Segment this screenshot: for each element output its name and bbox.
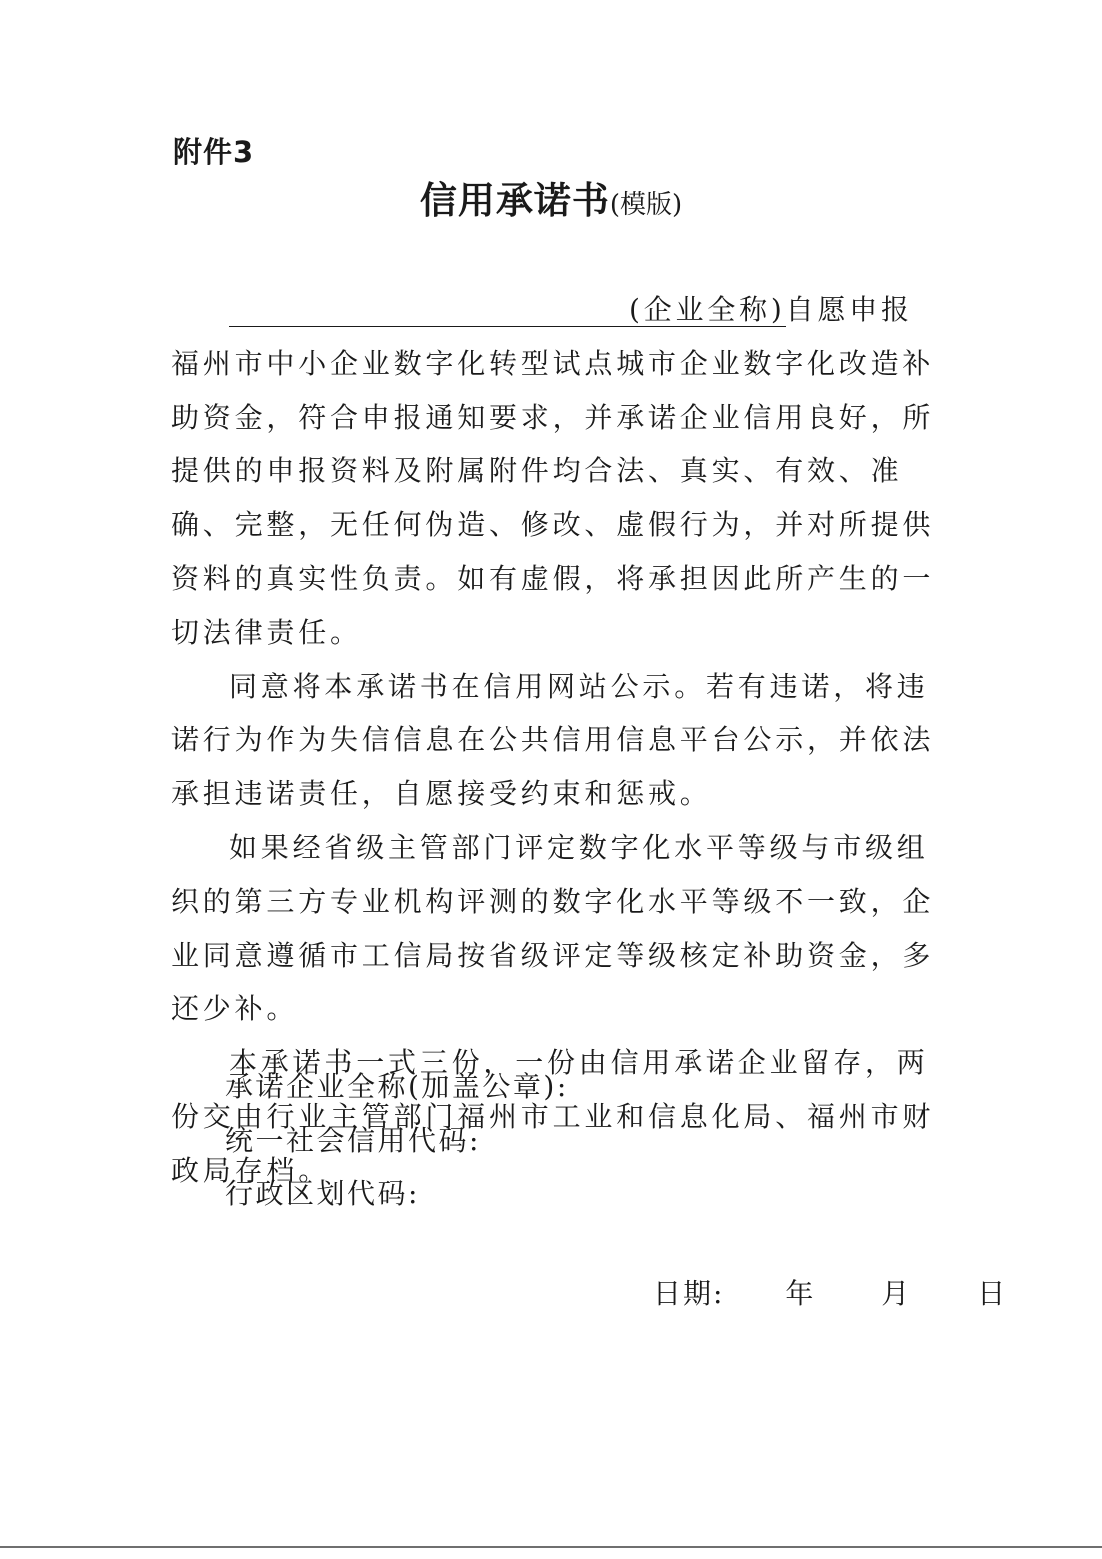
date-label: 日期: xyxy=(653,1277,725,1310)
title-main: 信用承诺书 xyxy=(419,178,610,222)
paragraph-commitment xyxy=(171,283,943,660)
document-title xyxy=(0,175,1102,233)
title-sub: (模版) xyxy=(609,190,683,220)
paragraph-publicity: 同意将本承诺书在信用网站公示。若有违诺，将违诺行为作为失信信息在公共信用信息平台公示，并依法承担违诺责任，自愿接受约束和惩戒。 xyxy=(171,669,935,811)
company-name-blank xyxy=(229,288,629,327)
paragraph-grading: 如果经省级主管部门评定数字化水平等级与市级组织的第三方专业机构评测的数字化水平等级不一致，企业同意遵循市工信局按省级评定等级核定补助资金，多还少补。 xyxy=(171,830,935,1026)
region-code-label: 行政区划代码: xyxy=(225,1177,420,1210)
company-name-label: 承诺企业全称(加盖公章): xyxy=(225,1070,569,1103)
date-day: 日 xyxy=(977,1277,1008,1310)
credit-code-label: 统一社会信用代码: xyxy=(225,1123,481,1157)
company-name-placeholder: (企业全称) xyxy=(629,293,786,326)
date-year: 年 xyxy=(785,1277,816,1310)
paragraph-copies: 本承诺书一式三份，一份由信用承诺企业留存，两份交由行业主管部门福州市工业和信息化局、福州市财政局存档。 xyxy=(171,1046,935,1187)
paragraph-commitment-text: 自愿申报福州市中小企业数字化转型试点城市企业数字化改造补助资金，符合申报通知要求，并承诺企业信用良好，所提供的申报资料及附属附件均合法、真实、有效、准确、完整，无任何伪造、修改、虚假行为，并对所提供资料的真实性负责。如有虚假，将承担因此所产生的一切法律责任。 xyxy=(171,293,935,649)
date-line xyxy=(653,1267,1007,1320)
scan-bottom-edge xyxy=(0,1546,1102,1548)
signature-block xyxy=(225,1060,569,1221)
date-month: 月 xyxy=(881,1277,912,1310)
attachment-label: 附件3 xyxy=(173,135,255,169)
